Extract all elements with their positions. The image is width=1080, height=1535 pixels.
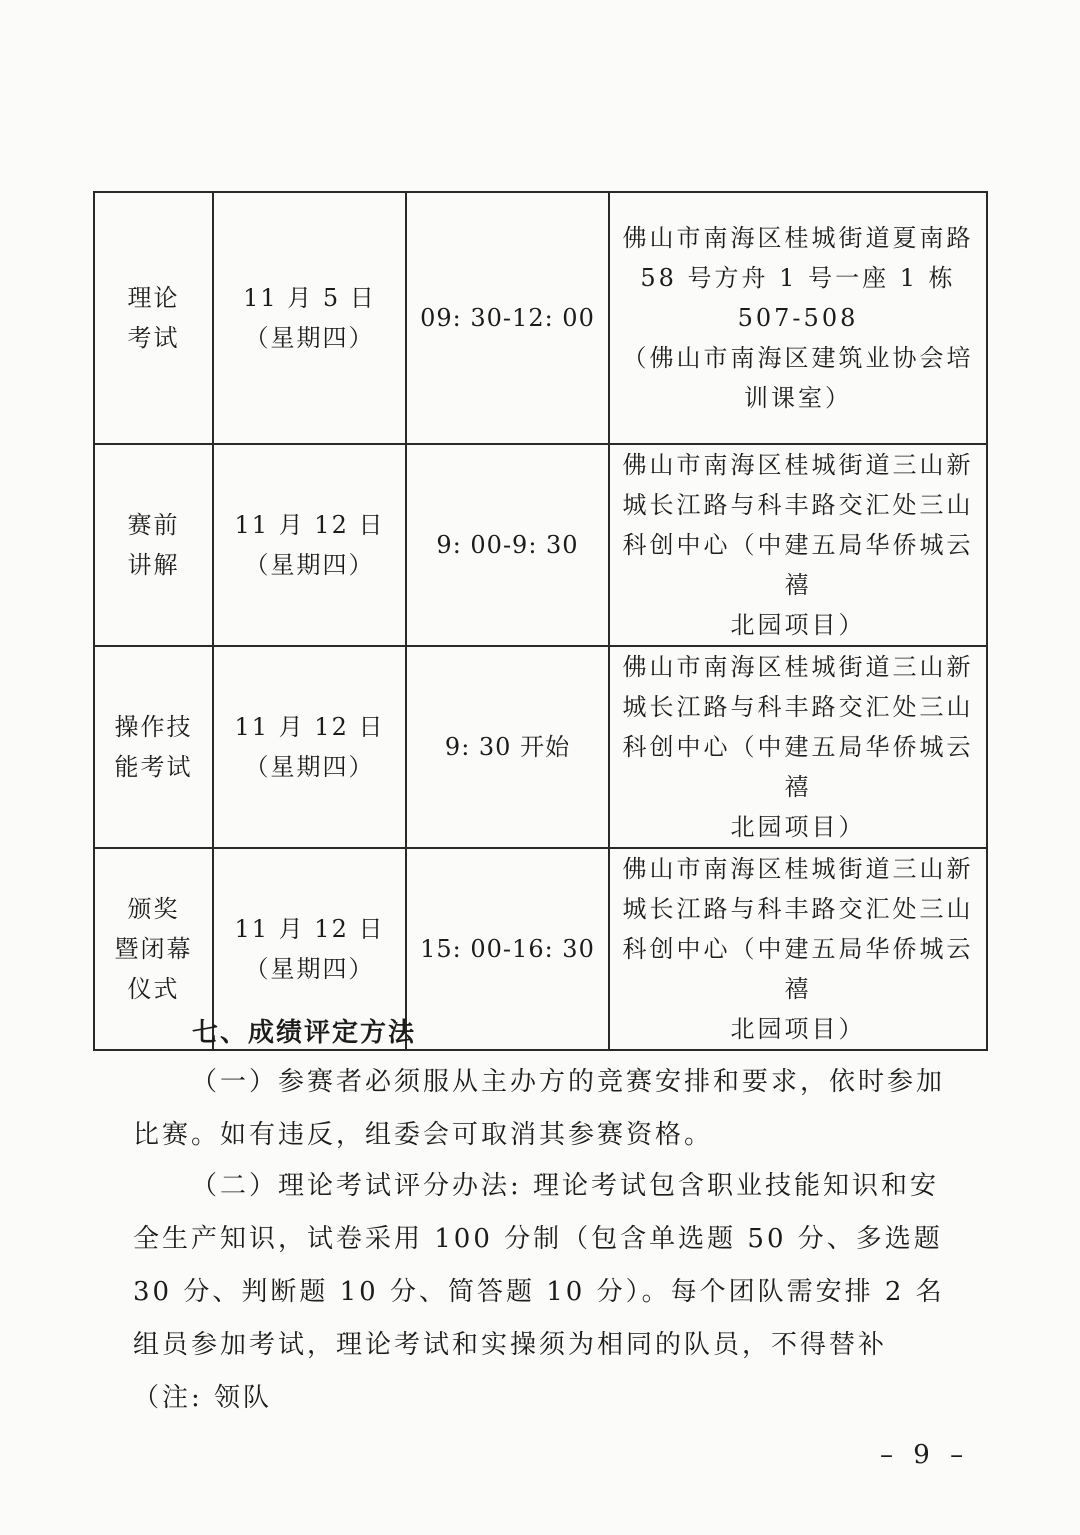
date-line: 11 月 12 日 [234,713,385,741]
schedule-table [93,191,988,1051]
event-name-line: 能考试 [114,753,193,781]
time-cell: 9: 30 开始 [406,646,609,848]
location-line: 科创中心（中建五局华侨城云禧 [622,935,974,1003]
event-name-line: 仪式 [127,975,180,1003]
location-line: 科创中心（中建五局华侨城云禧 [622,733,974,801]
event-name-line: 理论 [127,284,180,312]
event-cell [94,444,213,646]
event-name-line: 操作技 [114,713,193,741]
location-line: 城长江路与科丰路交汇处三山 [622,491,974,519]
page-number: – 9 – [880,1440,970,1470]
date-line: 11 月 12 日 [234,511,385,539]
location-line: 北园项目） [730,1015,866,1043]
location-line: 城长江路与科丰路交汇处三山 [622,895,974,923]
event-name-line: 赛前 [127,511,180,539]
location-line: （佛山市南海区建筑业协会培 [622,344,974,372]
date-cell [213,646,406,848]
weekday-line: （星期四） [244,753,375,781]
date-line: 11 月 12 日 [234,915,385,943]
date-cell [213,444,406,646]
table-row [94,192,987,444]
location-cell [609,192,987,444]
location-line: 北园项目） [730,611,866,639]
time-cell: 09: 30-12: 00 [406,192,609,444]
event-name-line: 暨闭幕 [114,935,193,963]
event-name-line: 考试 [127,324,180,352]
event-cell [94,192,213,444]
paragraph-theory-scoring: （二）理论考试评分办法: 理论考试包含职业技能知识和安全生产知识，试卷采用 100 分制（包含单选题 50 分、多选题 30 分、判断题 10 分、简答题 10 分）。每个团队需安排 2 名组员参加考试，理论考试和实操须为相同的队员，不得替补（注: 领队 [133,1171,945,1413]
location-line: 佛山市南海区桂城街道夏南路 [622,224,974,252]
location-line: 北园项目） [730,813,866,841]
section-heading: 七、成绩评定方法 [192,1018,417,1048]
location-line: 训课室） [744,384,852,412]
weekday-line: （星期四） [244,551,375,579]
date-cell [213,192,406,444]
location-line: 佛山市南海区桂城街道三山新 [622,451,974,479]
weekday-line: （星期四） [244,955,375,983]
event-name-line: 颁奖 [127,895,180,923]
location-line: 城长江路与科丰路交汇处三山 [622,693,974,721]
event-cell [94,646,213,848]
weekday-line: （星期四） [244,324,375,352]
location-line: 佛山市南海区桂城街道三山新 [622,653,974,681]
date-line: 11 月 5 日 [243,284,376,312]
paragraph-eligibility: （一）参赛者必须服从主办方的竞赛安排和要求，依时参加比赛。如有违反，组委会可取消其参赛资格。 [133,1067,946,1150]
location-cell [609,444,987,646]
event-name-line: 讲解 [127,551,180,579]
table-row [94,444,987,646]
location-cell [609,646,987,848]
table-row [94,646,987,848]
location-line: 佛山市南海区桂城街道三山新 [622,855,974,883]
location-line: 科创中心（中建五局华侨城云禧 [622,531,974,599]
time-cell: 9: 00-9: 30 [406,444,609,646]
time-cell: 15: 00-16: 30 [406,848,609,1050]
location-cell [609,848,987,1050]
location-line: 58 号方舟 1 号一座 1 栋 507-508 [640,264,956,332]
